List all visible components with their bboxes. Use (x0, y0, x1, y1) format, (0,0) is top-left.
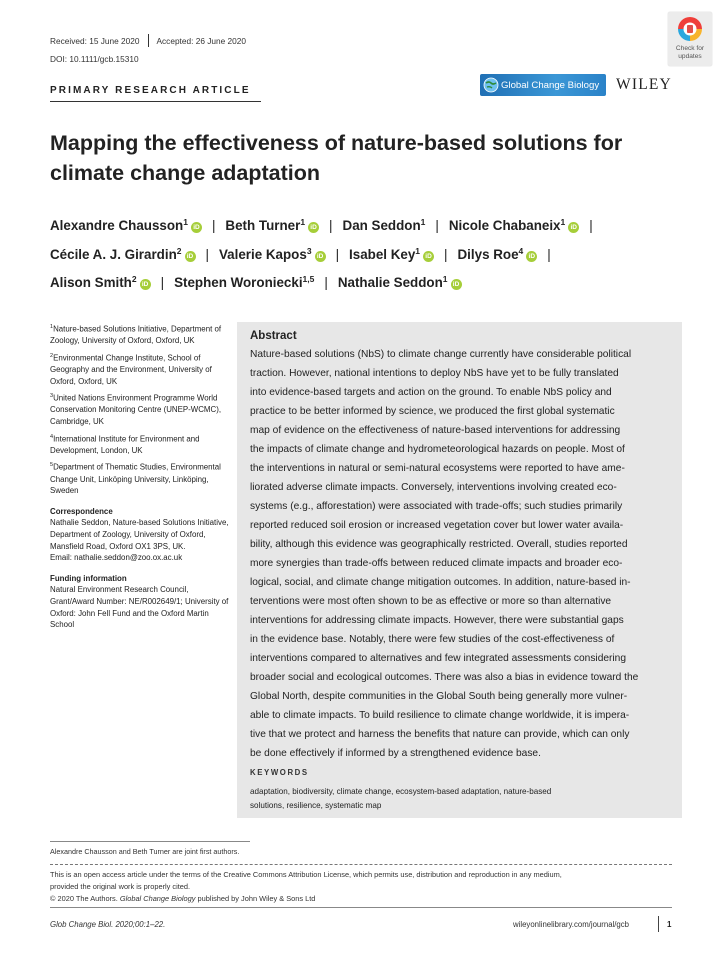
journal-name: Global Change Biology (501, 79, 600, 91)
abstract-line: the interventions in natural or semi-natural ecosystems were reported to have ame- (250, 463, 625, 474)
keywords-line: adaptation, biodiversity, climate change, ecosystem-based adaptation, nature-based (250, 787, 552, 796)
title-line: climate change adaptation (50, 161, 321, 185)
author-separator: | (160, 275, 165, 290)
publisher-logo[interactable]: WILEY (616, 76, 672, 93)
author-separator: | (435, 218, 439, 233)
abstract-line: tive that we protect and harness the benefits that nature can provide, which can only (250, 729, 630, 740)
correspondence-heading: Correspondence (50, 506, 113, 516)
abstract-line: more synergies than trade-offs between reduced climate impacts and broader eco- (250, 558, 623, 569)
article-dates (50, 34, 246, 47)
funding-text: Natural Environment Research Council, Grant/Award Number: NE/R002649/1; University of Oxford: John Fell Fund and the Oxford Martin School (50, 585, 229, 630)
date-separator (148, 34, 149, 47)
author-name[interactable]: Dan Seddon$^1$ (342, 217, 426, 233)
affiliation-marker: 1 (300, 217, 306, 227)
globe-icon (483, 77, 499, 93)
author-name[interactable]: Cécile A. J. Girardin$^2$iD (50, 247, 196, 262)
author-separator: | (329, 218, 333, 233)
orcid-icon[interactable]: iD (185, 251, 196, 262)
abstract-line: interventions for addressing climate impacts. However, there were substantial gaps (250, 615, 624, 626)
abstract-line: broader social and ecological outcomes. There was also a bias in evidence toward the (250, 672, 639, 683)
section-rule (50, 101, 261, 102)
author-separator: | (547, 246, 551, 262)
affiliation-marker: 2 (131, 274, 137, 284)
received-date: Received: 15 June 2020 (50, 35, 140, 46)
affiliation-marker: 1 (420, 217, 426, 227)
author-name[interactable]: Nathalie Seddon$^1$iD (338, 275, 462, 290)
orcid-icon[interactable]: iD (308, 222, 319, 233)
author-line (50, 239, 680, 268)
check-badge-text: Check for updates (675, 45, 705, 60)
copyright-line: © 2020 The Authors. Global Change Biology published by John Wiley & Sons Ltd (50, 894, 316, 903)
affiliation-marker: 1,5 (302, 274, 315, 284)
license-divider (50, 864, 672, 865)
footer-rule (50, 907, 672, 908)
orcid-icon[interactable]: iD (423, 251, 434, 262)
abstract-line: in the evidence base. Notably, there were few studies of the cost-effectiveness of (250, 634, 615, 645)
license-text: provided the original work is properly cited. (50, 882, 191, 891)
author-name[interactable]: Dilys Roe$^4$iD (458, 247, 538, 262)
crossmark-icon (677, 16, 703, 42)
abstract-heading: Abstract (250, 330, 297, 342)
author-separator: | (211, 218, 216, 233)
author-name[interactable]: Alison Smith$^2$iD (50, 275, 151, 290)
affiliation: $^2$Environmental Change Institute, School of Geography and the Environment, University of Oxford, Oxford, UK (50, 352, 212, 386)
abstract-line: terventions were most often shown to be as effective or more so than alternative (250, 596, 612, 607)
abstract-line: practice to be better informed by science, we produced the first global systematic (250, 406, 615, 417)
orcid-icon[interactable]: iD (568, 222, 579, 233)
funding-heading: Funding information (50, 573, 127, 583)
accepted-date: Accepted: 26 June 2020 (156, 35, 246, 46)
abstract-line: into evidence-based targets and action on the ground. To enable NbS policy and (250, 387, 612, 398)
orcid-icon[interactable]: iD (140, 279, 151, 290)
author-separator: | (589, 218, 593, 233)
abstract-line: reported reduced soil erosion or increased vegetation cover but lower water availa- (250, 520, 624, 531)
abstract-line: able to climate impacts. To build resilience to climate change worldwide, it is impera- (250, 710, 630, 721)
affiliation: $^3$United Nations Environment Programme World Conservation Monitoring Centre (UNEP-WCMC), Cambridge, UK (50, 393, 222, 427)
journal-badge[interactable] (480, 74, 606, 96)
joint-authors-note: Alexandre Chausson and Beth Turner are joint first authors. (50, 847, 240, 856)
author-separator: | (324, 275, 328, 290)
abstract-line: bility, although this evidence was geographically restricted. Overall, studies reported (250, 539, 628, 550)
citation: Glob Change Biol. 2020;00:1–22. (50, 920, 166, 929)
affiliations (50, 322, 230, 497)
author-separator: | (205, 246, 209, 262)
abstract-line: traction. However, national intentions to deploy NbS have yet to be fully translated (250, 368, 619, 379)
orcid-icon[interactable]: iD (315, 251, 326, 262)
author-line (50, 267, 680, 296)
orcid-icon[interactable]: iD (526, 251, 537, 262)
author-name[interactable]: Valerie Kapos$^3$iD (219, 247, 326, 262)
affiliation: $^4$International Institute for Environment and Development, London, UK (50, 433, 200, 455)
section-label: PRIMARY RESEARCH ARTICLE (50, 85, 251, 96)
orcid-icon[interactable]: iD (191, 222, 202, 233)
author-name[interactable]: Stephen Woroniecki$^{1,5}$ (174, 274, 315, 290)
author-name[interactable]: Beth Turner$^1$iD (225, 218, 319, 233)
abstract-line: map of evidence on the effectiveness of nature-based interventions for addressing (250, 425, 621, 436)
author-separator: | (335, 246, 340, 262)
correspondence-email[interactable]: Email: nathalie.seddon@zoo.ox.ac.uk (50, 553, 183, 563)
abstract-line: be done effectively if informed by a strengthened evidence base. (250, 748, 541, 759)
author-line (50, 210, 680, 239)
keywords-line: solutions, resilience, systematic map (250, 801, 382, 810)
affiliation-marker: 1 (442, 274, 448, 284)
article-title (50, 128, 650, 188)
article-info-column (50, 322, 230, 631)
affiliation-marker: 1 (560, 217, 566, 227)
footnote-rule (50, 841, 250, 842)
abstract-line: the impacts of climate change and hydrometeorological hazards on people. Most of (250, 444, 625, 455)
affiliation-marker: 3 (306, 245, 312, 256)
abstract-line: Nature-based solutions (NbS) to climate change currently have considerable political (250, 349, 632, 360)
correspondence-text: Nathalie Seddon, Nature-based Solutions Initiative, Department of Zoology, University of Oxford, Mansfield Road, Oxford OX1 3PS, UK. (50, 518, 229, 551)
license-text: This is an open access article under the terms of the Creative Commons Attribution License, which permits use, distribution and reproduction in any medium, (50, 870, 562, 879)
abstract-line: logical, social, and climate change mitigation outcomes. In addition, nature-based in- (250, 577, 631, 588)
affiliation: $^5$Department of Thematic Studies, Environmental Change Unit, Linköping University, Linköping, Sweden (50, 462, 221, 496)
affiliation-marker: 1 (183, 217, 188, 227)
abstract-line: Global North, despite communities in the Global South being generally more vulner- (250, 691, 628, 702)
affiliation-marker: 2 (176, 245, 182, 256)
abstract-line: liorated adverse climate impacts. Conversely, interventions involving created eco- (250, 482, 617, 493)
doi[interactable]: DOI: 10.1111/gcb.15310 (50, 54, 139, 64)
abstract-line: interventions compared to alternatives and few integrated assessments considering (250, 653, 627, 664)
title-line: Mapping the effectiveness of nature-based solutions for (50, 131, 623, 155)
check-for-updates-badge[interactable] (668, 12, 712, 66)
author-name[interactable]: Nicole Chabaneix$^1$iD (449, 218, 579, 233)
author-name[interactable]: Alexandre Chausson$^1$iD (50, 218, 202, 233)
affiliation: $^1$Nature-based Solutions Initiative, Department of Zoology, University of Oxford, Oxford, UK (50, 324, 222, 346)
keywords-heading: KEYWORDS (250, 768, 309, 777)
page-number: 1 (667, 920, 672, 929)
author-separator: | (444, 246, 448, 262)
author-list (50, 210, 680, 296)
page-separator (658, 916, 659, 932)
journal-url[interactable]: wileyonlinelibrary.com/journal/gcb (513, 920, 629, 929)
abstract-line: systems (e.g., afforestation) were associated with trade-offs; such studies primarily (250, 501, 623, 512)
affiliation-marker: 1 (415, 245, 421, 256)
orcid-icon[interactable]: iD (451, 279, 462, 290)
author-name[interactable]: Isabel Key$^1$iD (349, 247, 434, 262)
affiliation-marker: 4 (518, 245, 524, 256)
